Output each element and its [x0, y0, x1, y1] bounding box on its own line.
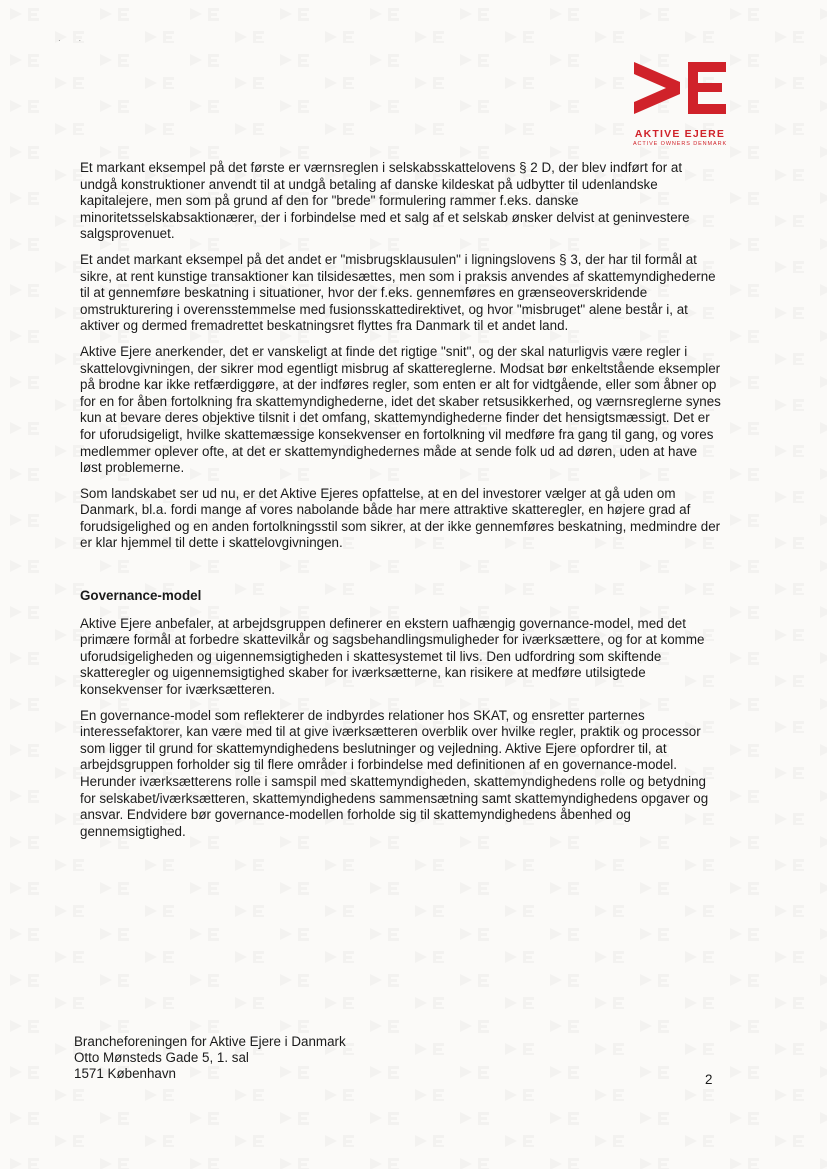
footer-street: Otto Mønsteds Gade 5, 1. sal: [74, 1050, 249, 1065]
page-number: 2: [705, 1072, 713, 1087]
section-heading: Governance-model: [80, 588, 202, 604]
paragraph-1: Et markant eksempel på det første er værnsreglen i selskabsskattelovens § 2 D, der blev indført for at undgå konstruktioner anvendt til at undgå betaling af danske kildeskat på udbytter til udenlandske kapitalejere, men som på grund af den for "brede" formulering rammer f.eks. danske minoritetsselskabsaktionærer, der i forbindelse med et salg af et selskab ønsker delvist at geninvestere salgsprovenuet.: [80, 160, 690, 242]
logo-tagline: ACTIVE OWNERS DENMARK: [632, 141, 728, 147]
logo-name: AKTIVE EJERE: [634, 128, 726, 140]
logo-mark-icon: [630, 58, 730, 118]
paragraph-3: Aktive Ejere anerkender, det er vanskeligt at finde det rigtige "snit", og der skal naturligvis være regler i skattelovgivningen, der sikrer mod egentligt misbrug af skattereglerne. Modsat bør enkeltstående eksempler på brodne kar ikke retfærdiggøre, at der indføres regler, som enten er alt for vidtgående, eller som åbner op for en for åben fortolkning fra skattemyndighederne, idet det skaber retsusikkerhed, og værnsreglerne synes kun at bevare deres objektive tilsnit i det omfang, skattemyndighederne finder det hensigtsmæssigt. Det er for uforudsigeligt, hvilke skattemæssige konsekvenser en fortolkning vil medføre fra gang til gang, og vores medlemmer oplever ofte, at det er skattemyndighedernes måde at sende folk ud ad døren, uden at have løst problemerne.: [80, 343, 721, 476]
footer-org-name: Brancheforeningen for Aktive Ejere i Danmark: [74, 1034, 346, 1049]
scan-specks: · ·: [58, 36, 82, 45]
letter-body: [80, 160, 722, 849]
paragraph-6: En governance-model som reflekterer de indbyrdes relationer hos SKAT, og ensretter parternes interessefaktorer, kan være med til at give iværksætteren overblik over hvilke regler, praktik og processor som ligger til grund for skattemyndighedens beslutninger og vejledning. Aktive Ejere opfordrer til, at arbejdsgruppen forholder sig til flere områder i forbindelse med definitionen af en governance-model. Herunder iværksætterens rolle i samspil med skattemyndigheden, skattemyndighedens rolle og betydning for selskabet/iværksætteren, skattemyndighedens sammensætning samt skattemyndighedens opgaver og ansvar. Endvidere bør governance-modellen forholde sig til skattemyndighedens åbenhed og gennemsigtighed.: [80, 707, 709, 839]
footer-address: [74, 1034, 346, 1082]
aktive-ejere-logo: [630, 58, 730, 147]
paragraph-2: Et andet markant eksempel på det andet er "misbrugsklausulen" i ligningslovens § 3, der har til formål at sikre, at rent kunstige transaktioner kan tilsidesættes, men som i praksis anvendes af skattemyndighederne til at gennemføre beskatning i situationer, hvor der f.eks. gennemføres en grænseoverskridende omstrukturering i overensstemmelse med fusionsskattedirektivet, og hvor "misbruget" alene består i, at aktiver og dermed fremadrettet beskatningsret flyttes fra Danmark til et andet land.: [80, 251, 716, 334]
paragraph-5: Aktive Ejere anbefaler, at arbejdsgruppen definerer en ekstern uafhængig governance-model, med det primære formål at forbedre skattevilkår og sagsbehandlingsmuligheder for iværksættere, og for at komme uforudsigeligheden og uigennemsigtigheden i skattesystemet til livs. Den udfordring som skiftende skatteregler og uigennemsigtighed skaber for iværksætterne, kan risikere at medføre utilsigtede konsekvenser for iværksætteren.: [80, 615, 705, 698]
footer-city: 1571 København: [74, 1066, 176, 1081]
paragraph-4: Som landskabet ser ud nu, er det Aktive Ejeres opfattelse, at en del investorer vælger at gå uden om Danmark, bl.a. fordi mange af vores nabolande både har mere attraktive skatteregler, en højere grad af forudsigelighed og en anden fortolkningsstil som sikrer, at der ikke gennemføres beskatning, medmindre der er klar hjemmel til dette i skattelovgivningen.: [80, 485, 721, 551]
